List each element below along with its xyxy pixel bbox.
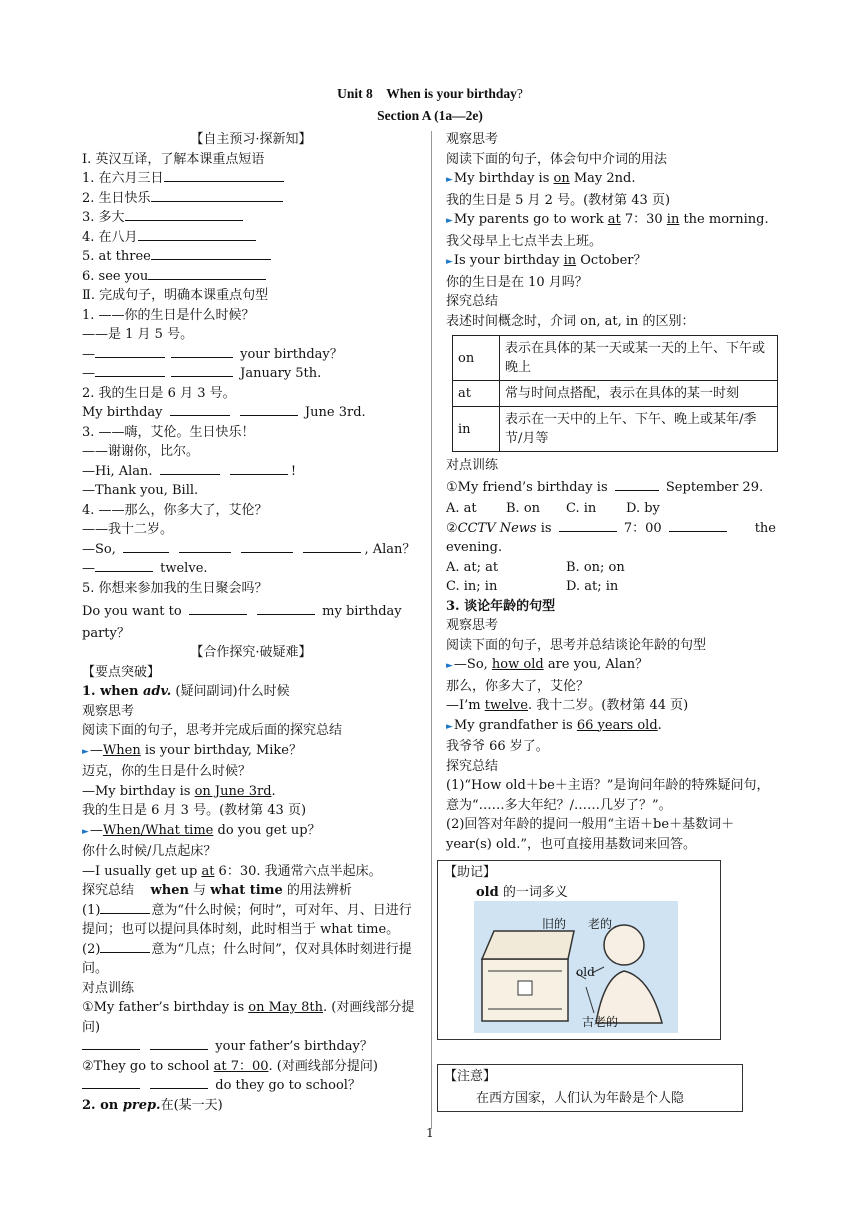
options: A. at B. on C. in D. by: [446, 501, 660, 516]
vocab-item: 4. 在八月: [82, 228, 420, 248]
example: —I usually get up at 6：30. 我通常六点半起床。: [82, 863, 382, 879]
example: ►—When/What time do you get up？: [82, 822, 321, 838]
example-cn: 迈克，你的生日是什么时候？: [82, 764, 252, 779]
fill-line: do they go to school？: [82, 1076, 420, 1096]
fill-line: party？: [82, 625, 130, 641]
example-cn: 你的生日是在 10 月吗？: [446, 274, 588, 290]
options: A. at; at B. on; on: [446, 559, 625, 575]
summary-label: 探究总结: [446, 758, 499, 774]
vocab-item: 2. 生日快乐: [82, 189, 420, 209]
table-value: 表示在具体的某一天或某一天的上午、下午或晚上: [500, 336, 778, 381]
arrow-icon: ►: [446, 257, 453, 267]
note-box: [437, 1064, 743, 1112]
heading-preview: 【自主预习·探新知】: [190, 132, 312, 147]
sentence-cn: 1. ——你的生日是什么时候？: [82, 307, 255, 323]
observe-desc: 阅读下面的句子，体会句中介词的用法: [446, 151, 668, 167]
fill-line: your father’s birthday？: [82, 1037, 420, 1057]
practice-item: ②CCTV News is 7：00 the: [446, 520, 776, 536]
memo-subtitle: old 的一词多义: [476, 885, 568, 900]
sentence-cn: 2. 我的生日是 6 月 3 号。: [82, 385, 236, 401]
point-title: 3. 谈论年龄的句型: [446, 598, 556, 614]
table-key: on: [453, 336, 500, 381]
page-number: 1: [426, 1126, 434, 1140]
example: ►—When is your birthday, Mike？: [82, 742, 303, 758]
example-cn: 我爷爷 66 岁了。: [446, 739, 549, 754]
summary-label: 探究总结: [446, 294, 499, 309]
arrow-icon: ►: [82, 746, 89, 757]
sentence-cn: 4. ——那么，你多大了，艾伦？: [82, 502, 268, 518]
example: ►My grandfather is 66 years old.: [446, 717, 662, 733]
section-title: Section A (1a—2e): [377, 108, 483, 123]
example: —I’m twelve. 我十二岁。(教材第 44 页): [446, 698, 689, 713]
summary-title: 探究总结 when 与 what time 的用法辨析: [82, 883, 352, 898]
sentence-cn: ——我十二岁。: [82, 522, 174, 537]
table-key: in: [453, 407, 500, 452]
example-cn: 那么，你多大了，艾伦？: [446, 678, 590, 694]
column-divider: [431, 131, 432, 1129]
key-points: 【要点突破】: [82, 664, 161, 680]
note-text: 在西方国家，人们认为年龄是个人隐: [476, 1091, 685, 1106]
arrow-icon: ►: [446, 661, 453, 671]
practice-item: ②They go to school at 7：00. (对画线部分提问): [82, 1058, 378, 1074]
example: ►—So, how old are you, Alan？: [446, 657, 649, 672]
preposition-table: [452, 335, 778, 452]
table-row: [453, 407, 778, 452]
point-title: 1. when adv. (疑问副词)什么时候: [82, 684, 290, 699]
sentence-cn: ——是 1 月 5 号。: [82, 327, 194, 342]
table-row: [453, 336, 778, 381]
vocab-item: 5. at three: [82, 247, 420, 267]
example-cn: 你什么时候/几点起床？: [82, 844, 217, 859]
ill-label: 老的: [588, 917, 613, 931]
summary-item: (2) 意为“几点；什么时间”，仅对具体时刻进行提问。: [82, 941, 412, 976]
observe-desc: 阅读下面的句子，思考并总结谈论年龄的句型: [446, 637, 707, 653]
observe-label: 观察思考: [446, 618, 499, 633]
point-title: 2. on prep.在(某一天): [82, 1097, 223, 1113]
fill-line: — your birthday？: [82, 346, 343, 362]
practice-label: 对点训练: [446, 458, 499, 473]
unit-title: Unit 8 When is your birthday?: [337, 86, 523, 101]
example: ►My birthday is on May 2nd.: [446, 171, 636, 186]
example-cn: 我父母早上七点半去上班。: [446, 233, 603, 249]
vocab-item: 1. 在六月三日: [82, 169, 420, 189]
memo-title: 【助记】: [444, 865, 497, 880]
ill-label: 旧的: [542, 917, 567, 931]
ill-label: old: [576, 965, 595, 979]
practice-item: ①My friend’s birthday is September 29.: [446, 479, 764, 495]
sentence-cn: ——谢谢你，比尔。: [82, 444, 200, 459]
table-key: at: [453, 381, 500, 407]
arrow-icon: ►: [446, 175, 453, 185]
fill-line: —Hi, Alan. !: [82, 463, 297, 479]
summary-desc: 表述时间概念时，介词 on, at, in 的区别：: [446, 313, 695, 329]
old-illustration: [474, 901, 678, 1033]
summary-item: (1) 意为“什么时候；何时”，可对年、月、日进行提问；也可以提问具体时刻，此时相当于 what time。: [82, 902, 412, 937]
observe-label: 观察思考: [82, 703, 135, 719]
part1-title: Ⅰ. 英汉互译，了解本课重点短语: [82, 151, 265, 167]
table-value: 常与时间点搭配，表示在具体的某一时刻: [500, 381, 778, 407]
arrow-icon: ►: [82, 826, 89, 837]
example-cn: 我的生日是 6 月 3 号。(教材第 43 页): [82, 803, 307, 818]
heading-explore: 【合作探究·破疑难】: [190, 645, 312, 660]
example: ►My parents go to work at 7：30 in the morning.: [446, 212, 769, 227]
vocab-item: 3. 多大: [82, 208, 420, 228]
right-column: [446, 130, 776, 854]
fill-line: —Thank you, Bill.: [82, 483, 199, 498]
ill-label: 古老的: [582, 1015, 619, 1029]
summary-item: (2)回答对年龄的提问一般用“主语＋be＋基数词＋year(s) old.”，也可直接用基数词来回答。: [446, 817, 735, 852]
observe-label: 观察思考: [446, 132, 499, 147]
fill-line: — January 5th.: [82, 366, 322, 381]
sentence-cn: 5. 你想来参加我的生日聚会吗？: [82, 580, 268, 596]
practice-label: 对点训练: [82, 980, 135, 996]
practice-item: ①My father’s birthday is on May 8th. (对画线部分提问): [82, 1000, 415, 1035]
part2-title: Ⅱ. 完成句子，明确本课重点句型: [82, 288, 269, 303]
fill-line: My birthday June 3rd.: [82, 405, 366, 420]
table-row: [453, 381, 778, 407]
vocab-item: 6. see you: [82, 267, 420, 287]
summary-item: (1)“How old＋be＋主语？”是询问年龄的特殊疑问句，意为“……多大年纪？/……几岁了？”。: [446, 778, 770, 813]
sentence-cn: 3. ——嗨，艾伦。生日快乐！: [82, 424, 255, 440]
fill-line: —So, , Alan？: [82, 541, 416, 557]
example: —My birthday is on June 3rd.: [82, 783, 276, 799]
arrow-icon: ►: [446, 216, 453, 226]
memo-box: [437, 860, 721, 1040]
example-cn: 我的生日是 5 月 2 号。(教材第 43 页): [446, 192, 671, 208]
table-value: 表示在一天中的上午、下午、晚上或某年/季节/月等: [500, 407, 778, 452]
practice-item: evening.: [446, 540, 503, 555]
observe-desc: 阅读下面的句子，思考并完成后面的探究总结: [82, 723, 343, 738]
note-title: 【注意】: [444, 1069, 497, 1084]
fill-line: Do you want to my birthday: [82, 604, 402, 619]
example: ►Is your birthday in October？: [446, 253, 647, 268]
arrow-icon: ►: [446, 721, 453, 732]
options: C. in; in D. at; in: [446, 579, 619, 594]
left-column: [82, 130, 420, 1115]
fill-line: — twelve.: [82, 561, 208, 576]
